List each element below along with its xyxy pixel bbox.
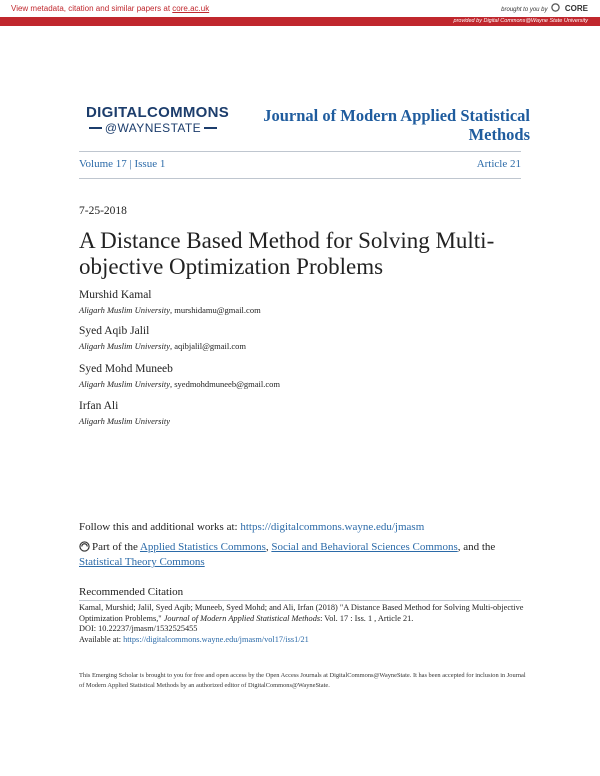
- logo-bottom-text: @WAYNESTATE: [104, 121, 202, 135]
- follow-line: Follow this and additional works at: https://digitalcommons.wayne.edu/jmasm: [79, 521, 425, 533]
- divider: [79, 600, 521, 601]
- author-affiliation: Aligarh Muslim University, murshidamu@gmail.com: [79, 305, 261, 315]
- applied-statistics-commons-link[interactable]: Applied Statistics Commons: [139, 541, 266, 553]
- author-affiliation: Aligarh Muslim University: [79, 416, 170, 426]
- author-affiliation: Aligarh Muslim University, aqibjalil@gmail.com: [79, 341, 247, 351]
- provided-by-text[interactable]: provided by Digital Commons@Wayne State University: [453, 18, 588, 24]
- article-link[interactable]: Article 21: [476, 158, 521, 170]
- statistical-theory-commons-link[interactable]: Statistical Theory Commons: [79, 556, 205, 568]
- volume-bar: [79, 151, 521, 179]
- digital-commons-logo[interactable]: [86, 104, 230, 135]
- author-name: Syed Aqib Jalil: [79, 325, 150, 337]
- logo-top-text: DIGITALCOMMONS: [86, 104, 230, 121]
- doi-text: DOI: 10.22237/jmasm/1532525455: [79, 624, 198, 633]
- publication-date: 7-25-2018: [79, 205, 127, 217]
- follow-url-link[interactable]: https://digitalcommons.wayne.edu/jmasm: [240, 521, 425, 533]
- core-logo-icon: [551, 3, 560, 12]
- author-name: Syed Mohd Muneeb: [79, 363, 173, 375]
- core-metadata-link[interactable]: View metadata, citation and similar papers at core.ac.uk: [11, 4, 210, 13]
- open-access-icon: [79, 541, 90, 552]
- core-banner: [0, 0, 600, 18]
- article-title: A Distance Based Method for Solving Multi-objective Optimization Problems: [79, 228, 495, 279]
- volume-issue-link[interactable]: Volume 17 | Issue 1: [79, 158, 166, 170]
- footer-statement: This Emerging Scholar is brought to you for free and open access by the Open Access Journals at DigitalCommons@WayneState. It has been accepted for inclusion in Journal of Modern Applied Statistical Methods by an authorized editor of DigitalCommons@WayneState.: [79, 672, 526, 689]
- recommended-citation-heading: Recommended Citation: [79, 586, 184, 598]
- social-behavioral-sciences-commons-link[interactable]: Social and Behavioral Sciences Commons: [271, 541, 458, 553]
- recommended-citation-text: Kamal, Murshid; Jalil, Syed Aqib; Muneeb, Syed Mohd; and Ali, Irfan (2018) "A Distance Based Method for Solving Multi-objective Optimization Problems," Journal of Modern Applied Statistical Methods: Vol. 17 : Iss. 1 , Article 21. DOI: 10.22237/jmasm/1532525455 Available at: https://digitalcommons.wayne.edu/jmasm/vol17/iss1/21: [79, 603, 524, 644]
- logo-dash-right: [204, 127, 217, 129]
- part-of-line: Part of the Applied Statistics Commons, Social and Behavioral Sciences Commons, and the Statistical Theory Commons: [79, 541, 496, 568]
- author-name: Murshid Kamal: [79, 289, 152, 301]
- logo-dash-left: [89, 127, 102, 129]
- author-name: Irfan Ali: [79, 400, 119, 412]
- journal-title[interactable]: Journal of Modern Applied Statistical Methods: [263, 106, 530, 144]
- available-url-link[interactable]: https://digitalcommons.wayne.edu/jmasm/vol17/iss1/21: [123, 634, 309, 644]
- brought-by-core[interactable]: brought to you by CORE: [501, 4, 588, 13]
- author-affiliation: Aligarh Muslim University, syedmohdmuneeb@gmail.com: [79, 379, 281, 389]
